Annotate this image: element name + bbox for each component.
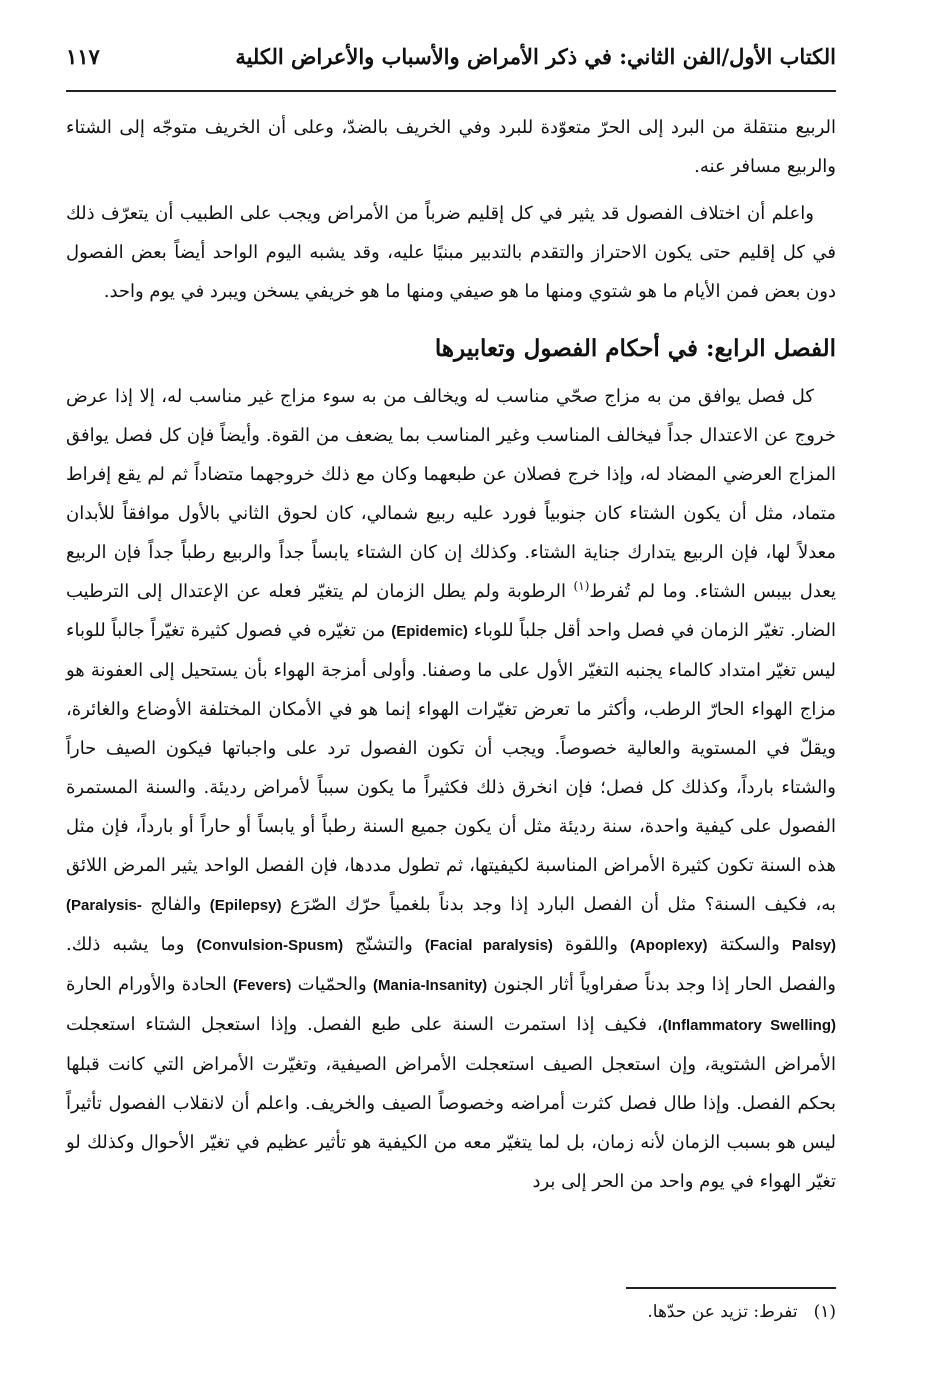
footnote-text: تفرط: تزيد عن حدّها. (647, 1302, 798, 1322)
text-segment: والفالج (150, 894, 202, 915)
term-fevers: (Fevers) (233, 977, 292, 994)
term-convulsion: (Convulsion-Spusm) (196, 937, 344, 954)
page-header (66, 40, 836, 90)
footnote (647, 1302, 836, 1322)
text-segment: كل فصل يوافق من به مزاج صحّي مناسب له ويخالف من به سوء مزاج غير مناسب له، إلا إذا عرض خروج عن الاعتدال جداً فيخالف المناسب وغير المناسب بما يضعف من القوة. وأيضاً فإن كل فصل يوافق المزاج العرضي المضاد له، وإذا خرج فصلان عن طبعهما وكان مع ذلك خروجهما متضاداً ثم لم يقع إفراط متماد، مثل أن يكون الشتاء كان جنوبياً فورد عليه ربيع شمالي، كان لحوق الثاني بالأول موافقاً للأبدان معدلاً لها، فإن الربيع يتدارك جناية الشتاء. وكذلك إن كان الشتاء يابساً جداً والربيع رطباً جداً فإن الربيع يعدل بيبس الشتاء. وما لم تُفرط (66, 386, 836, 602)
section-heading: الفصل الرابع: في أحكام الفصول وتعابيرها (434, 335, 836, 362)
footnote-number: (١) (813, 1302, 836, 1322)
term-mania: (Mania-Insanity) (372, 977, 488, 994)
paragraph-climate-differences: واعلم أن اختلاف الفصول قد يثير في كل إقليم ضرباً من الأمراض ويجب على الطبيب أن يتعرّف ذلك في كل إقليم حتى يكون الاحتراز والتقدم بالتدبير مبنيًا عليه، وقد يشبه اليوم الواحد أيضاً بعض الفصول دون بعض فمن الأيام ما هو شتوي ومنها ما هو صيفي ومنها ما هو خريفي يسخن ويبرد في يوم واحد. (66, 203, 836, 302)
text-segment: وما يشبه ذلك. والفصل الحار إذا وجد بدناً صفراوياً أثار الجنون (66, 934, 836, 995)
term-epidemic: (Epidemic) (391, 623, 468, 640)
text-segment: الحادة والأورام الحارة (66, 974, 227, 995)
text-segment: واللقوة (564, 934, 618, 955)
text-segment: والتشنّج (355, 934, 413, 955)
page-number: ١١٧ (66, 44, 100, 69)
text-segment: ، فكيف إذا استمرت السنة على طبع الفصل. وإذا استعجل الشتاء استعجلت الأمراض الشتوية، وإن استعجل الصيف استعجلت الأمراض الصيفية، وتغيّرت الأمراض التي كانت قبلها بحكم الفصل. وإذا طال فصل كثرت أمراضه وخصوصاً الصيف والخريف. واعلم أن لانقلاب الفصول تأثيراً ليس هو بسبب الزمان لأنه زمان، بل لما يتغيّر معه من الكيفية هو تأثير عظيم في تغيّر الأحوال وكذلك لو تغيّر الهواء في يوم واحد من الحر إلى برد (66, 1014, 836, 1192)
term-apoplexy: (Apoplexy) (629, 937, 708, 954)
term-facial-paralysis: (Facial paralysis) (424, 937, 553, 954)
book-page (66, 40, 837, 1322)
footnote-divider (626, 1287, 836, 1289)
text-segment: من تغيّره في فصول كثيرة تغيّراً جالباً للوباء ليس تغيّر امتداد كالماء يجنبه التغيّر الأول على ما وصفنا. وأولى أمزجة الهواء بأن يستحيل إلى العفونة هو مزاج الهواء الحارّ الرطب، وأكثر ما تعرض تغيّرات الهواء إنما هو في الأمكان المختلفة الأوضاع والغائرة، ويقلّ في المستوية والعالية خصوصاً. ويجب أن تكون الفصول ترد على واجباتها فيكون الصيف حاراً والشتاء بارداً، وكذلك كل فصل؛ فإن انخرق ذلك فكثيراً ما يكون سبباً لأمراض رديئة. والسنة المستمرة الفصول على كيفية واحدة، سنة رديئة مثل أن يكون جميع السنة رطباً أو يابساً أو حاراً أو بارداً، فإن مثل هذه السنة تكون كثيرة الأمراض المناسبة لكيفيتها، ثم تطول مددها، فإن الفصل الواحد يثير المرض اللائق به، فكيف السنة؟ مثل أن الفصل البارد إذا وجد بدناً بلغمياً حرّك الصّرَع (66, 620, 836, 915)
text-segment: والحمّيات (297, 974, 367, 995)
header-divider (66, 90, 836, 92)
term-paralysis: (Paralysis-Palsy) (66, 897, 837, 954)
paragraph-seasonal-rulings (66, 377, 836, 1201)
running-title: الكتاب الأول/الفن الثاني: في ذكر الأمراض والأسباب والأعراض الكلية (235, 44, 836, 69)
paragraph-seasons-continuation: الربيع منتقلة من البرد إلى الحرّ متعوّدة للبرد وفي الخريف بالضدّ، وعلى أن الخريف متوجّه إلى الشتاء والربيع مسافر عنه. (66, 117, 836, 177)
term-epilepsy: (Epilepsy) (209, 897, 282, 914)
term-inflammatory-swelling: (Inflammatory Swelling) (662, 1017, 836, 1034)
footnote-reference: (١) (573, 579, 590, 593)
body-text (66, 108, 836, 1201)
text-segment: والسكتة (719, 934, 780, 955)
text-segment: الرطوبة ولم يطل الزمان لم يتغيّر فعله عن الإعتدال إلى الترطيب الضار. تغيّر الزمان في فصل واحد أقل جلباً للوباء (66, 581, 837, 641)
